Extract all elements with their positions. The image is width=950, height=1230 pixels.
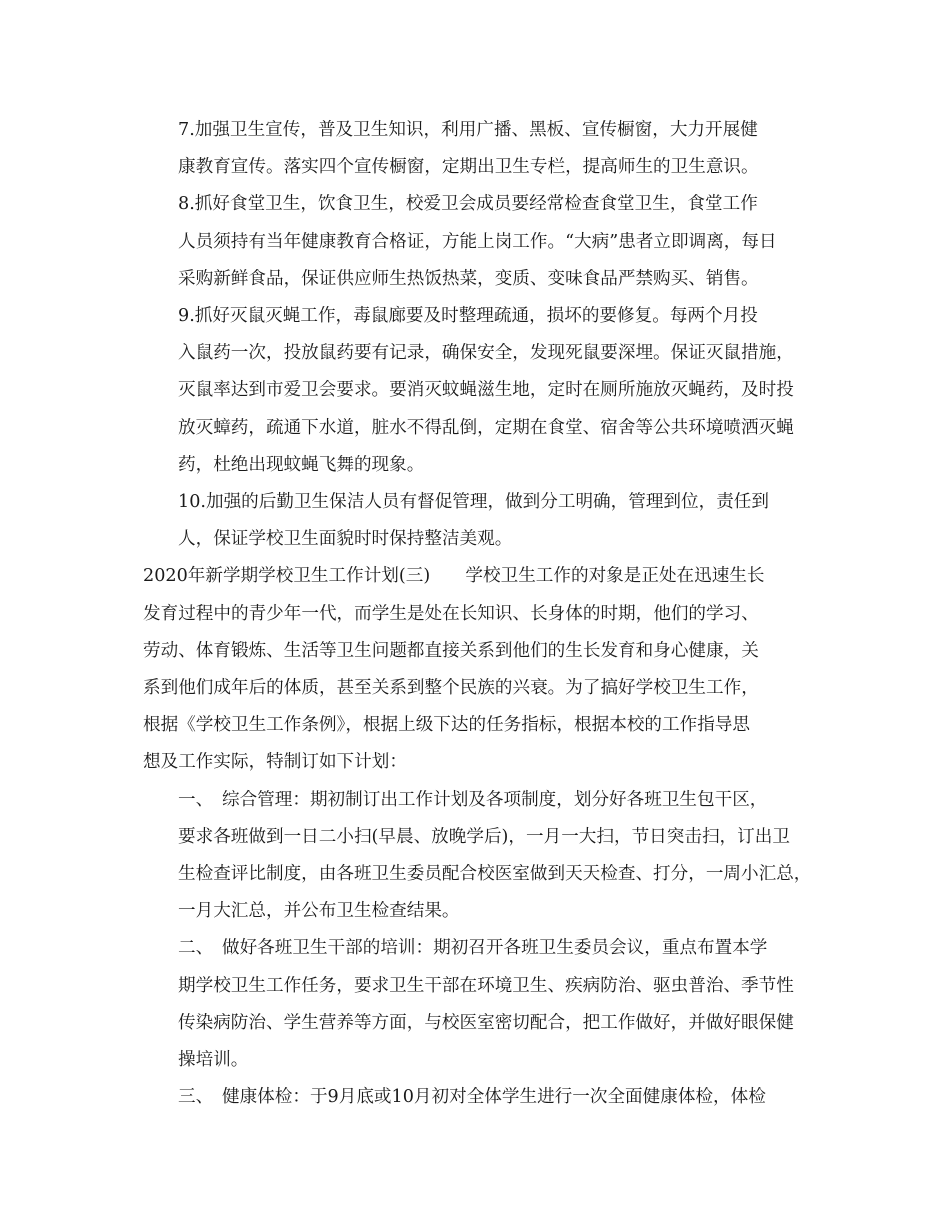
text-line: 采购新鲜食品，保证供应师生热饭热菜，变质、变味食品严禁购买、销售。: [178, 268, 759, 289]
text-line: 8.抓好食堂卫生，饮食卫生，校爱卫会成员要经常检查食堂卫生，食堂工作: [178, 194, 758, 215]
text-line: 药，杜绝出现蚊蝇飞舞的现象。: [178, 454, 425, 475]
text-line: 想及工作实际，特制订如下计划：: [143, 752, 407, 773]
text-line: 7.加强卫生宣传，普及卫生知识，利用广播、黑板、宣传橱窗，大力开展健: [178, 120, 758, 140]
text-line: 操培训。: [178, 1050, 249, 1071]
paragraph-item-8: [143, 186, 815, 298]
text-line: 一、 综合管理：期初制订出工作计划及各项制度，划分好各班卫生包干区，: [178, 789, 768, 810]
text-line: 生检查评比制度，由各班卫生委员配合校医室做到天天检查、打分，一周小汇总，: [178, 864, 812, 885]
text-line: 放灭蟑药，疏通下水道，脏水不得乱倒，定期在食堂、宿舍等公共环境喷洒灭蝇: [178, 417, 794, 438]
paragraph-section-3: [143, 1079, 815, 1116]
paragraph-section-1: [143, 782, 815, 931]
text-line: 人员须持有当年健康教育合格证，方能上岗工作。“大病”患者立即调离，每日: [178, 231, 777, 252]
paragraph-item-10: [143, 484, 815, 558]
text-line: 系到他们成年后的体质，甚至关系到整个民族的兴衰。为了搞好学校卫生工作，: [143, 678, 759, 699]
text-line: 2020年新学期学校卫生工作计划(三) 学校卫生工作的对象是正处在迅速生长: [143, 566, 765, 587]
paragraph-plan-intro: [143, 558, 815, 781]
text-line: 期学校卫生工作任务，要求卫生干部在环境卫生、疾病防治、驱虫普治、季节性: [178, 975, 794, 996]
text-line: 9.抓好灭鼠灭蝇工作，毒鼠廊要及时整理疏通，损坏的要修复。每两个月投: [178, 306, 758, 327]
document-body: [143, 112, 815, 1116]
text-line: 入鼠药一次，投放鼠药要有记录，确保安全，发现死鼠要深埋。保证灭鼠措施，: [178, 343, 794, 364]
text-line: 传染病防治、学生营养等方面，与校医室密切配合，把工作做好，并做好眼保健: [178, 1012, 794, 1033]
text-line: 10.加强的后勤卫生保洁人员有督促管理，做到分工明确，管理到位，责任到: [178, 492, 769, 513]
text-line: 发育过程中的青少年一代，而学生是处在长知识、长身体的时期，他们的学习、: [143, 603, 759, 624]
text-line: 根据《学校卫生工作条例》，根据上级下达的任务指标，根据本校的工作指导思: [143, 715, 750, 736]
text-line: 康教育宣传。落实四个宣传橱窗，定期出卫生专栏，提高师生的卫生意识。: [178, 157, 759, 178]
paragraph-item-9: [143, 298, 815, 484]
paragraph-item-7: [143, 112, 815, 186]
text-line: 要求各班做到一日二小扫(早晨、放晚学后)，一月一大扫，节日突击扫，订出卫: [178, 826, 790, 847]
text-line: 一月大汇总，并公布卫生检查结果。: [178, 901, 460, 922]
text-line: 劳动、体育锻炼、生活等卫生问题都直接关系到他们的生长发育和身心健康，关: [143, 640, 759, 661]
text-line: 二、 做好各班卫生干部的培训：期初召开各班卫生委员会议，重点布置本学: [178, 938, 768, 959]
paragraph-section-2: [143, 930, 815, 1079]
text-line: 人，保证学校卫生面貌时时保持整洁美观。: [178, 529, 513, 550]
text-line: 灭鼠率达到市爱卫会要求。要消灭蚊蝇滋生地，定时在厕所施放灭蝇药，及时投: [178, 380, 794, 401]
text-line: 三、 健康体检：于9月底或10月初对全体学生进行一次全面健康体检，体检: [178, 1087, 766, 1108]
